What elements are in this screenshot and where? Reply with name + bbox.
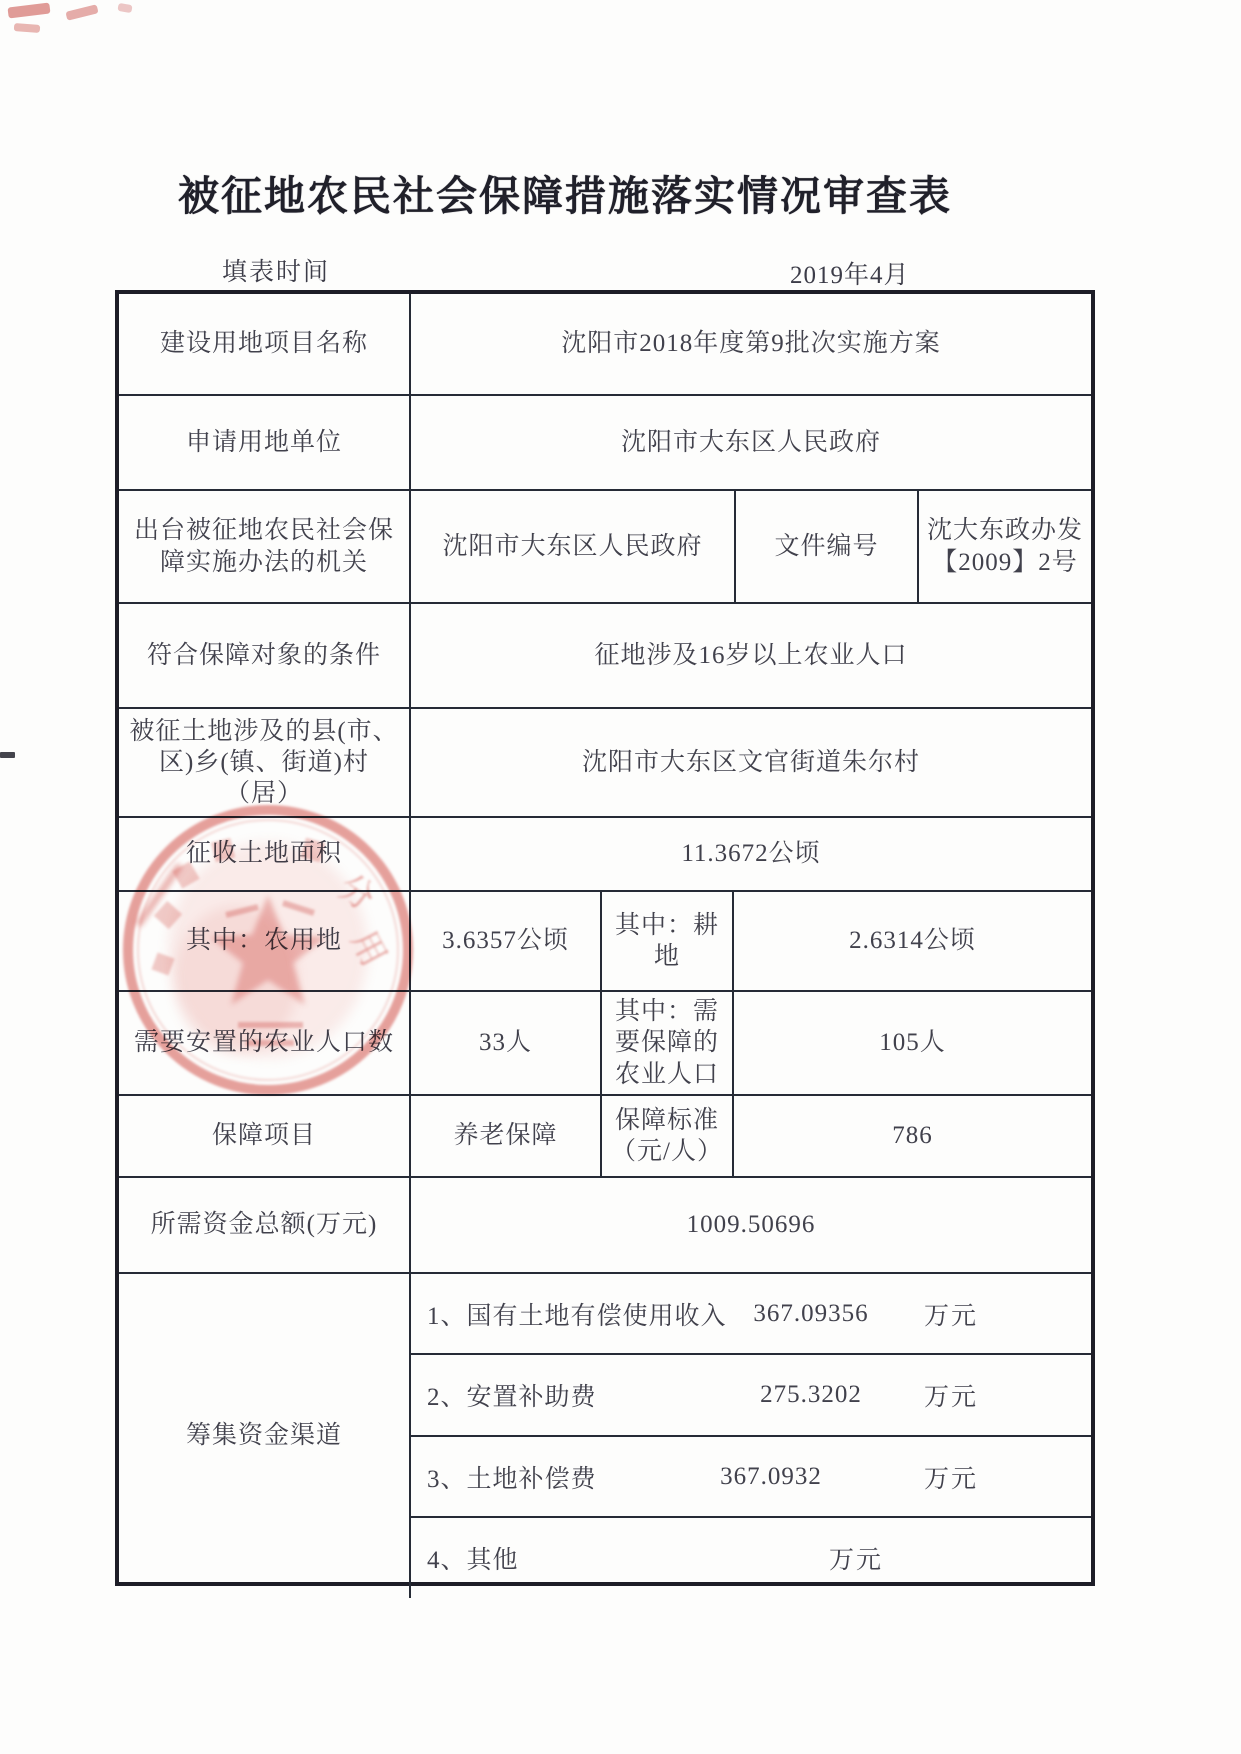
security-standard-label-line1: 保障标准 — [614, 1106, 719, 1134]
row-resettled-population — [119, 990, 1091, 1094]
red-scan-artifact — [14, 23, 40, 33]
funding-item-name: 1、国有土地有偿使用收入 — [427, 1302, 727, 1330]
project-name-label: 建设用地项目名称 — [159, 330, 368, 358]
security-standard-label-line2: （元/人） — [611, 1137, 723, 1165]
funding-item-2 — [411, 1353, 1091, 1435]
doc-number-value — [917, 491, 1091, 602]
funding-items — [409, 1274, 1091, 1598]
funding-item-name: 2、安置补助费 — [427, 1384, 597, 1411]
security-standard-label — [600, 1096, 732, 1176]
row-authority — [119, 489, 1091, 602]
land-area-value: 11.3672公顷 — [409, 818, 1091, 890]
row-eligibility — [119, 602, 1091, 707]
red-scan-artifact — [7, 2, 50, 18]
doc-number-line2: 【2009】2号 — [932, 548, 1078, 576]
farmland-label: 其中：农用地 — [185, 927, 342, 955]
funding-item-3 — [411, 1435, 1091, 1517]
cultivated-land-value: 2.6314公顷 — [732, 892, 1091, 990]
authority-label — [119, 491, 409, 602]
location-label-line3: （居） — [224, 780, 303, 808]
security-program-label: 保障项目 — [211, 1122, 316, 1150]
black-scan-artifact — [0, 752, 15, 758]
resettled-population-value: 33人 — [409, 992, 600, 1094]
funding-item-1 — [411, 1274, 1091, 1354]
location-value: 沈阳市大东区文官街道朱尔村 — [409, 709, 1091, 816]
row-land-area — [119, 816, 1091, 890]
eligibility-value: 征地涉及16岁以上农业人口 — [409, 604, 1091, 707]
cultivated-land-label-line1: 其中：耕 — [614, 911, 719, 939]
row-applicant — [119, 394, 1091, 489]
row-funding-channels — [119, 1272, 1091, 1598]
doc-number-label: 文件编号 — [734, 491, 917, 602]
secured-population-label-line3: 农业人口 — [614, 1060, 719, 1088]
total-funds-label: 所需资金总额(万元) — [150, 1211, 378, 1239]
fill-date-value: 2019年4月 — [790, 262, 910, 289]
seal-glyph: 用 — [343, 925, 393, 973]
applicant-value: 沈阳市大东区人民政府 — [409, 396, 1091, 489]
funding-item-amount: 367.09356 — [753, 1299, 869, 1327]
funding-item-amount: 367.0932 — [720, 1462, 822, 1490]
secured-population-label-line2: 要保障的 — [614, 1029, 719, 1057]
authority-label-line1: 出台被征地农民社会保 — [133, 517, 394, 545]
funding-channels-label: 筹集资金渠道 — [185, 1422, 342, 1450]
farmland-value: 3.6357公顷 — [409, 892, 600, 990]
funding-item-unit: 万元 — [923, 1384, 978, 1411]
row-security-program — [119, 1094, 1091, 1176]
applicant-label: 申请用地单位 — [185, 428, 342, 456]
cultivated-land-label-line2: 地 — [653, 943, 680, 970]
funding-item-unit: 万元 — [923, 1465, 978, 1493]
funding-item-amount: 275.3202 — [760, 1381, 862, 1408]
land-area-label: 征收土地面积 — [185, 840, 342, 868]
security-standard-value: 786 — [732, 1096, 1091, 1176]
red-scan-artifact — [65, 4, 98, 20]
cultivated-land-label — [600, 892, 732, 990]
funding-item-name: 3、土地补偿费 — [427, 1465, 597, 1493]
location-label-line1: 被征土地涉及的县(市、 — [129, 717, 399, 745]
row-project-name — [119, 294, 1091, 394]
funding-item-unit: 万元 — [828, 1547, 883, 1574]
authority-label-line2: 障实施办法的机关 — [159, 548, 368, 576]
row-location — [119, 707, 1091, 816]
funding-item-4 — [411, 1516, 1091, 1598]
secured-population-label — [600, 992, 732, 1094]
row-total-funds — [119, 1176, 1091, 1272]
resettled-population-label: 需要安置的农业人口数 — [133, 1029, 394, 1057]
secured-population-value: 105人 — [732, 992, 1091, 1094]
total-funds-value: 1009.50696 — [409, 1178, 1091, 1272]
row-farmland — [119, 890, 1091, 990]
funding-item-name: 4、其他 — [427, 1547, 519, 1574]
doc-number-line1: 沈大东政办发 — [926, 517, 1083, 545]
location-label-line2: 区)乡(镇、街道)村 — [159, 748, 369, 776]
seal-glyph: 分 — [331, 868, 381, 919]
authority-value: 沈阳市大东区人民政府 — [409, 491, 734, 602]
security-program-value: 养老保障 — [409, 1096, 600, 1176]
review-form-table — [115, 290, 1095, 1586]
red-scan-artifact — [117, 3, 132, 13]
eligibility-label: 符合保障对象的条件 — [146, 641, 381, 669]
fill-date-label: 填表时间 — [222, 259, 331, 286]
page-title: 被征地农民社会保障措施落实情况审查表 — [178, 173, 952, 219]
funding-item-unit: 万元 — [923, 1302, 978, 1330]
project-name-value: 沈阳市2018年度第9批次实施方案 — [409, 294, 1091, 394]
location-label — [119, 709, 409, 816]
secured-population-label-line1: 其中：需 — [614, 998, 719, 1025]
